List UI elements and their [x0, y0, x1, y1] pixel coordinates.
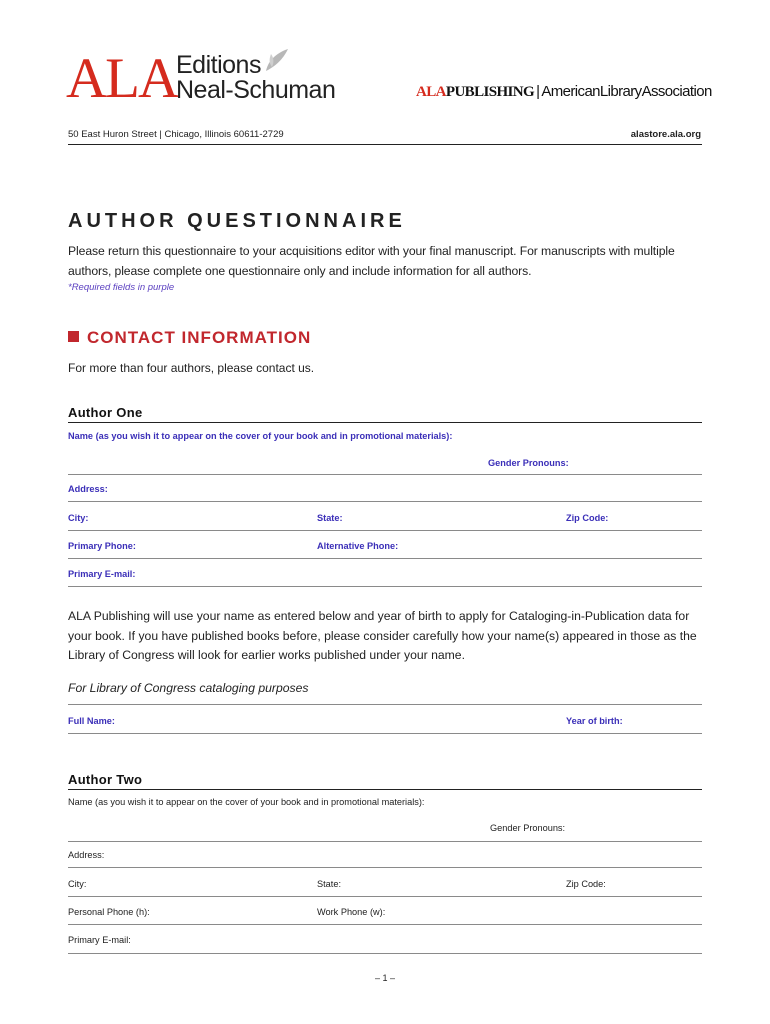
author-two-name-label: Name (as you wish it to appear on the cover of your book and in promotional materials): [68, 797, 425, 807]
loc-note: For Library of Congress cataloging purposes [68, 681, 309, 695]
author-one-name-field[interactable] [68, 474, 702, 475]
square-bullet-icon [68, 331, 79, 342]
author-one-state-label: State: [317, 513, 343, 523]
author-two-work-phone-label: Work Phone (w): [317, 907, 386, 917]
header-divider [68, 144, 702, 145]
author-one-address-field[interactable] [68, 501, 702, 502]
contact-subtext: For more than four authors, please contact us. [68, 361, 315, 375]
author-one-address-label: Address: [68, 484, 108, 494]
publishing-word: PUBLISHING [445, 84, 535, 100]
editions-logo-text [176, 53, 335, 103]
leaf-icon [262, 47, 292, 73]
author-two-divider [68, 789, 702, 790]
page-number: – 1 – [374, 973, 396, 983]
author-two-city-row-field[interactable] [68, 896, 702, 897]
author-two-address-label: Address: [68, 850, 105, 860]
author-two-name-field[interactable] [68, 841, 702, 842]
publishing-separator: | [536, 83, 540, 100]
required-note: *Required fields in purple [68, 282, 175, 293]
publishing-association: AmericanLibraryAssociation [541, 83, 712, 100]
cip-field[interactable] [68, 733, 702, 734]
contact-section-heading [68, 328, 311, 348]
logo-editions: Editions [176, 51, 261, 79]
author-two-gender-label: Gender Pronouns: [490, 823, 566, 833]
author-two-state-label: State: [317, 879, 342, 889]
author-one-name-label: Name (as you wish it to appear on the cover of your book and in promotional materials): [68, 431, 453, 441]
intro-text: Please return this questionnaire to your acquisitions editor with your final manuscript. For manuscripts with multiple authors, please complete one questionnaire only and include information for all authors. [68, 244, 675, 278]
author-one-phone-label: Primary Phone: [68, 541, 136, 551]
author-two-home-phone-label: Personal Phone (h): [68, 907, 150, 917]
website-link[interactable]: alastore.ala.org [630, 129, 701, 140]
author-two-heading: Author Two [68, 772, 143, 787]
author-one-zip-label: Zip Code: [566, 513, 609, 523]
author-one-city-row-field[interactable] [68, 530, 702, 531]
ala-publishing-wordmark [416, 83, 712, 101]
cip-top-line [68, 704, 702, 705]
year-of-birth-label: Year of birth: [566, 716, 623, 726]
author-one-divider [68, 422, 702, 423]
author-one-heading: Author One [68, 405, 143, 420]
author-two-email-label: Primary E-mail: [68, 935, 131, 945]
full-name-label: Full Name: [68, 716, 115, 726]
author-two-email-field[interactable] [68, 953, 702, 954]
author-one-gender-label: Gender Pronouns: [488, 458, 569, 468]
author-one-email-field[interactable] [68, 586, 702, 587]
author-one-email-label: Primary E-mail: [68, 569, 136, 579]
page-title: AUTHOR QUESTIONNAIRE [68, 210, 406, 232]
mailing-address: 50 East Huron Street | Chicago, Illinois 60611-2729 [68, 129, 284, 140]
ala-logo: ALA [66, 47, 178, 110]
author-one-alt-phone-label: Alternative Phone: [317, 541, 399, 551]
publishing-ala: ALA [416, 84, 446, 100]
author-two-phone-row-field[interactable] [68, 924, 702, 925]
contact-heading-label: CONTACT INFORMATION [87, 328, 312, 347]
author-two-zip-label: Zip Code: [566, 879, 606, 889]
cip-paragraph: ALA Publishing will use your name as entered below and year of birth to apply for Cataloging-in-Publication data for your book. If you have published books before, please consider carefully how your name(s) appeared in those as the Library of Congress will look for earlier works published under your name. [68, 609, 697, 662]
author-two-city-label: City: [68, 879, 87, 889]
author-two-address-field[interactable] [68, 867, 702, 868]
author-one-city-label: City: [68, 513, 89, 523]
logo-neal-schuman: Neal-Schuman [176, 76, 336, 104]
author-one-phone-row-field[interactable] [68, 558, 702, 559]
